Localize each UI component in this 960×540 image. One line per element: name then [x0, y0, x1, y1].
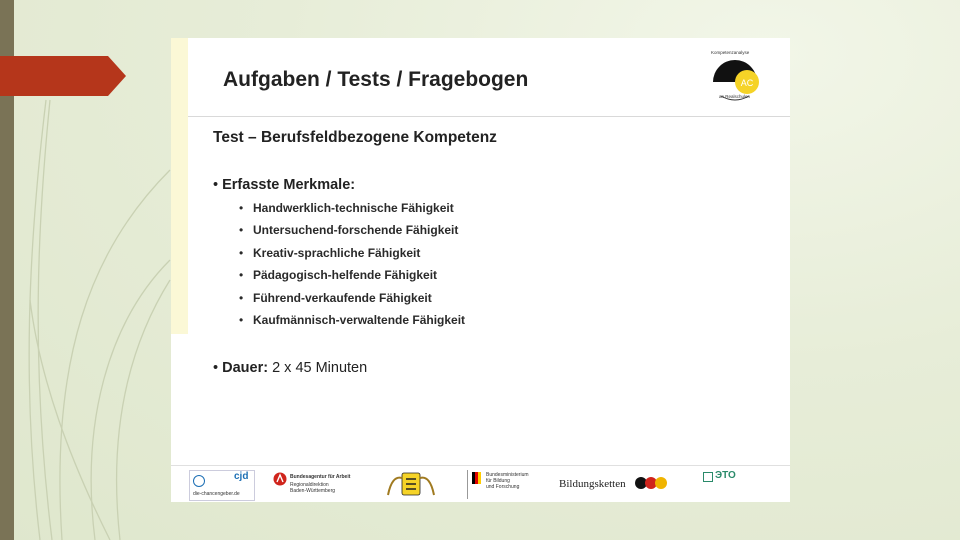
header-divider — [188, 116, 790, 117]
slide-title: Aufgaben / Tests / Fragebogen — [223, 68, 529, 91]
bmbf-logo: Bundesministerium für Bildung und Forschung — [467, 470, 538, 499]
list-item: • Handwerklich-technische Fähigkeit — [239, 201, 465, 223]
bullet-dauer: • Dauer: 2 x 45 Minuten — [213, 360, 368, 376]
bullet-erfasste-merkmale: • Erfasste Merkmale: — [213, 177, 356, 193]
heart-icon — [193, 475, 205, 487]
list-item: • Führend-verkaufende Fähigkeit — [239, 291, 465, 313]
section-subtitle: Test – Berufsfeldbezogene Kompetenz — [213, 129, 497, 146]
bullet-label: Erfasste Merkmale: — [222, 177, 356, 193]
eagle-flag-icon — [472, 472, 481, 484]
logo-caption: Kompetenzanalyse — [711, 50, 750, 55]
duration-label: Dauer: — [222, 360, 269, 376]
bildungsketten-logo: Bildungsketten — [557, 470, 677, 499]
merkmale-list — [239, 201, 465, 335]
duration-value: 2 x 45 Minuten — [268, 360, 368, 376]
list-item: • Pädagogisch-helfende Fähigkeit — [239, 268, 465, 290]
eto-mark-icon — [703, 472, 713, 482]
list-item: • Kaufmännisch-verwaltende Fähigkeit — [239, 313, 465, 335]
sponsor-footer — [171, 465, 790, 502]
chain-icon — [635, 476, 671, 490]
title-arrow-shape — [0, 56, 126, 96]
cjd-logo: die-chancengeber.de cjd — [189, 470, 255, 501]
svg-text:AC: AC — [740, 78, 754, 88]
slide-image — [171, 38, 790, 502]
logo-subcaption: an Realschulen — [719, 94, 751, 99]
ba-logo: Bundesagentur für Arbeit Regionaldirektion Baden-Württemberg — [271, 470, 361, 499]
eto-logo: ЭТО — [701, 470, 781, 499]
list-item: • Kreativ-sprachliche Fähigkeit — [239, 246, 465, 268]
kompetenzanalyse-logo — [701, 46, 769, 110]
coat-of-arms-icon — [384, 470, 438, 499]
slide-side-strip — [171, 38, 188, 334]
list-item: • Untersuchend-forschende Fähigkeit — [239, 223, 465, 245]
ba-emblem-icon — [273, 472, 287, 486]
